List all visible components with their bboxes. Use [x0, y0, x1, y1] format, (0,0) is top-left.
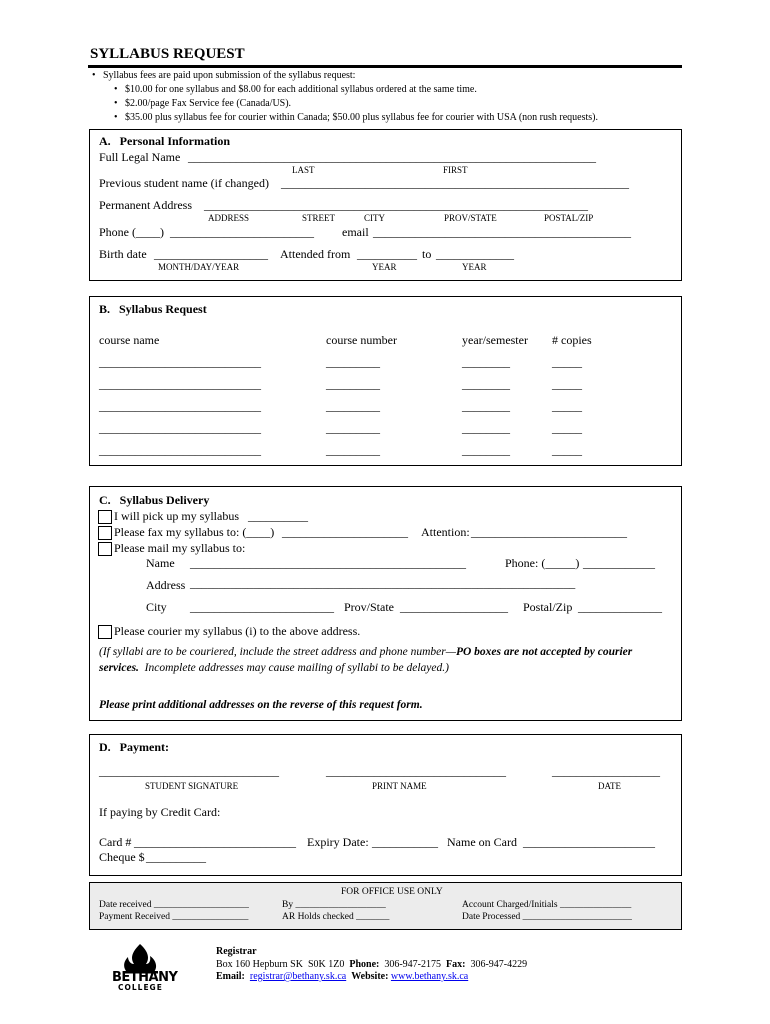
- caption-year-to: YEAR: [462, 262, 487, 272]
- copies-field[interactable]: _____: [552, 377, 582, 391]
- mail-city-field[interactable]: ________________________: [190, 600, 334, 614]
- course-name-field[interactable]: ___________________________: [99, 399, 261, 413]
- course-number-field[interactable]: _________: [326, 355, 380, 369]
- caption-last: LAST: [292, 165, 315, 175]
- footer-contact-line: [216, 959, 527, 970]
- mail-label: Please mail my syllabus to:: [114, 541, 246, 555]
- course-number-field[interactable]: _________: [326, 443, 380, 457]
- office-ar-holds: AR Holds checked _______: [282, 912, 390, 922]
- mail-city-label: City: [146, 600, 167, 614]
- print-name-field[interactable]: ______________________________: [326, 764, 506, 778]
- attention-field[interactable]: __________________________: [471, 525, 627, 539]
- logo-word-college: COLLEGE: [118, 983, 163, 992]
- footer-address: Box 160 Hepburn SK S0K 1Z0: [216, 959, 345, 970]
- mail-postal-field[interactable]: ______________: [578, 600, 662, 614]
- section-d-heading: D. Payment:: [99, 740, 169, 754]
- mail-prov-field[interactable]: __________________: [400, 600, 508, 614]
- previous-name-field[interactable]: __________________________________________________________: [281, 176, 629, 190]
- cheque-amount-field[interactable]: __________: [146, 850, 206, 864]
- credit-card-label: If paying by Credit Card:: [99, 805, 221, 819]
- reverse-addresses-note: Please print additional addresses on the reverse of this request form.: [99, 699, 423, 711]
- caption-print-name: PRINT NAME: [372, 781, 427, 791]
- caption-date: DATE: [598, 781, 621, 791]
- copies-field[interactable]: _____: [552, 421, 582, 435]
- fee-bullet-dot: •: [114, 98, 118, 109]
- logo-word-bethany: BETHANY: [112, 970, 178, 985]
- fax-label: Please fax my syllabus to: (____): [114, 525, 275, 539]
- copies-field[interactable]: _____: [552, 355, 582, 369]
- office-payment-received: Payment Received ________________: [99, 912, 249, 922]
- caption-month-day-year: MONTH/DAY/YEAR: [158, 262, 240, 272]
- section-a-heading: A. Personal Information: [99, 134, 230, 148]
- cheque-label: Cheque $: [99, 850, 145, 864]
- section-c-heading: C. Syllabus Delivery: [99, 493, 210, 507]
- course-number-field[interactable]: _________: [326, 377, 380, 391]
- email-label: email: [342, 225, 369, 239]
- attended-from-label: Attended from: [280, 247, 351, 261]
- section-b-heading: B. Syllabus Request: [99, 302, 207, 316]
- attended-from-field[interactable]: __________: [357, 247, 417, 261]
- courier-note-text: Incomplete addresses may cause mailing of syllabi to be delayed.): [138, 662, 449, 674]
- footer-fax: 306-947-4229: [470, 959, 528, 970]
- courier-note-line-2: [99, 662, 449, 674]
- mail-address-label: Address: [146, 578, 186, 592]
- fees-intro: Syllabus fees are paid upon submission of the syllabus request:: [103, 70, 356, 81]
- name-on-card-label: Name on Card: [447, 835, 517, 849]
- caption-year-from: YEAR: [372, 262, 397, 272]
- year-semester-field[interactable]: ________: [462, 399, 510, 413]
- fee-bullet-dot: •: [92, 70, 96, 81]
- office-use-heading: FOR OFFICE USE ONLY: [341, 887, 443, 897]
- permanent-address-label: Permanent Address: [99, 198, 192, 212]
- mail-prov-label: Prov/State: [344, 600, 394, 614]
- card-number-label: Card #: [99, 835, 132, 849]
- date-field[interactable]: __________________: [552, 764, 660, 778]
- course-name-field[interactable]: ___________________________: [99, 377, 261, 391]
- pickup-label: I will pick up my syllabus: [114, 509, 239, 523]
- footer-website-link[interactable]: www.bethany.sk.ca: [390, 971, 469, 982]
- legal-name-field[interactable]: ____________________________________________________________________: [188, 150, 596, 164]
- previous-name-label: Previous student name (if changed): [99, 176, 269, 190]
- fee-item: $2.00/page Fax Service fee (Canada/US).: [125, 98, 292, 109]
- footer-website-label: Website:: [351, 971, 389, 982]
- copies-field[interactable]: _____: [552, 399, 582, 413]
- office-date-processed: Date Processed _______________________: [462, 912, 632, 922]
- courier-checkbox[interactable]: [98, 625, 112, 639]
- attended-to-label: to: [422, 247, 432, 261]
- mail-name-label: Name: [146, 556, 175, 570]
- course-number-field[interactable]: _________: [326, 421, 380, 435]
- caption-prov-state: PROV/STATE: [444, 213, 497, 223]
- column-year-semester: year/semester: [462, 333, 528, 347]
- card-number-field[interactable]: ___________________________: [134, 835, 296, 849]
- copies-field[interactable]: _____: [552, 443, 582, 457]
- year-semester-field[interactable]: ________: [462, 443, 510, 457]
- birth-date-label: Birth date: [99, 247, 147, 261]
- pickup-field[interactable]: __________: [248, 509, 308, 523]
- courier-note-line-1: [99, 646, 632, 658]
- caption-city: CITY: [364, 213, 385, 223]
- fee-item: $35.00 plus syllabus fee for courier within Canada; $50.00 plus syllabus fee for courier with USA (non rush requests).: [125, 112, 598, 123]
- caption-street: STREET: [302, 213, 335, 223]
- footer-email-label: Email:: [216, 971, 245, 982]
- attention-label: Attention:: [421, 525, 470, 539]
- course-name-field[interactable]: ___________________________: [99, 443, 261, 457]
- title-rule: [88, 65, 682, 68]
- phone-label: Phone (____): [99, 225, 164, 239]
- signature-field[interactable]: ______________________________: [99, 764, 279, 778]
- course-name-field[interactable]: ___________________________: [99, 421, 261, 435]
- phone-field[interactable]: ________________________: [170, 225, 314, 239]
- bethany-college-logo: [110, 942, 178, 992]
- year-semester-field[interactable]: ________: [462, 377, 510, 391]
- email-field[interactable]: ___________________________________________: [373, 225, 631, 239]
- column-course-number: course number: [326, 333, 397, 347]
- footer-fax-label: Fax:: [446, 959, 466, 970]
- mail-postal-label: Postal/Zip: [523, 600, 573, 614]
- permanent-address-field[interactable]: ________________________________________________________________: [204, 198, 588, 212]
- caption-student-signature: STUDENT SIGNATURE: [145, 781, 239, 791]
- expiry-date-label: Expiry Date:: [307, 835, 369, 849]
- courier-note-bold: services.: [99, 662, 139, 674]
- fax-number-field[interactable]: _____________________: [282, 525, 408, 539]
- page-title: SYLLABUS REQUEST: [90, 46, 245, 62]
- mail-name-field[interactable]: ______________________________________________: [190, 556, 466, 570]
- footer-phone: 306-947-2175: [384, 959, 442, 970]
- caption-address: ADDRESS: [208, 213, 250, 223]
- office-by: By ___________________: [282, 900, 386, 910]
- mail-phone-field[interactable]: ____________: [583, 556, 655, 570]
- courier-note-text: (If syllabi are to be couriered, include the street address and phone number—: [99, 646, 456, 658]
- mail-checkbox[interactable]: [98, 542, 112, 556]
- caption-postal-zip: POSTAL/ZIP: [544, 213, 594, 223]
- office-account-charged: Account Charged/Initials _______________: [462, 900, 632, 910]
- footer-phone-label: Phone:: [349, 959, 380, 970]
- name-on-card-field[interactable]: ______________________: [523, 835, 655, 849]
- course-name-field[interactable]: ___________________________: [99, 355, 261, 369]
- column-copies: # copies: [552, 333, 592, 347]
- fee-bullet-dot: •: [114, 84, 118, 95]
- pickup-checkbox[interactable]: [98, 510, 112, 524]
- mail-phone-label: Phone: (_____): [505, 556, 580, 570]
- footer-email-link[interactable]: registrar@bethany.sk.ca: [249, 971, 347, 982]
- fee-bullet-dot: •: [114, 112, 118, 123]
- mail-address-field[interactable]: ___________________________________________________________________: [190, 578, 576, 590]
- expiry-date-field[interactable]: ___________: [372, 835, 438, 849]
- course-number-field[interactable]: _________: [326, 399, 380, 413]
- legal-name-label: Full Legal Name: [99, 150, 181, 164]
- year-semester-field[interactable]: ________: [462, 355, 510, 369]
- fee-item: $10.00 for one syllabus and $8.00 for each additional syllabus ordered at the same time.: [125, 84, 477, 95]
- attended-to-field[interactable]: _____________: [436, 247, 514, 261]
- birth-date-field[interactable]: ___________________: [154, 247, 268, 261]
- column-course-name: course name: [99, 333, 160, 347]
- caption-first: FIRST: [443, 165, 468, 175]
- office-date-received: Date received ____________________: [99, 900, 249, 910]
- courier-note-bold: PO boxes are not accepted by courier: [455, 646, 633, 658]
- footer-online-line: [216, 971, 468, 982]
- year-semester-field[interactable]: ________: [462, 421, 510, 435]
- fax-checkbox[interactable]: [98, 526, 112, 540]
- courier-label: Please courier my syllabus (i) to the above address.: [114, 624, 361, 638]
- footer-registrar: Registrar: [216, 946, 257, 957]
